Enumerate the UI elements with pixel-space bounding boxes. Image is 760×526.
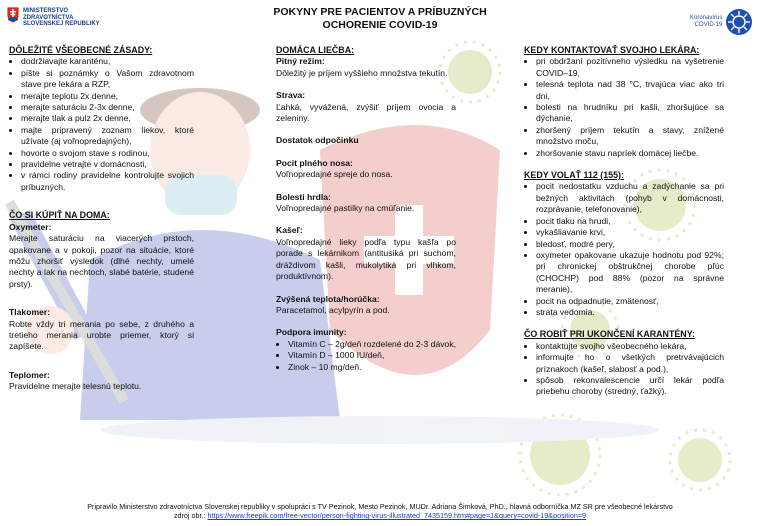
koronavirus-line-1: Koronavírus <box>690 15 723 21</box>
list-item: • Zinok – 10 mg/deň. <box>288 362 456 373</box>
koniec-heading: ČO ROBIŤ PRI UKONČENÍ KARANTÉNY: <box>524 329 695 340</box>
list-item: • bolesti na hrudníku pri kašli, zhoršujúce sa dýchanie, <box>536 102 724 125</box>
ministry-logo <box>6 6 100 28</box>
odpocinok-title: Dostatok odpočinku <box>276 135 359 146</box>
list-item: • strata vedomia. <box>536 307 724 318</box>
source-label: zdroj obr.: <box>173 511 208 520</box>
imunita-title: Podpora imunity: <box>276 327 347 338</box>
list-item: • pravidelne vetrajte v domácnosti, <box>21 159 194 170</box>
hrdlo-title: Bolesti hrdla: <box>276 191 331 202</box>
koronavirus-logo <box>690 8 753 36</box>
list-item: • kontaktujte svojho všeobecného lekára, <box>536 341 724 352</box>
middle-column <box>276 45 456 373</box>
kasel-title: Kašeľ: <box>276 225 303 236</box>
list-item: • merajte saturáciu 2-3x denne, <box>21 102 194 113</box>
list-item: • pocit nedostatku vzduchu a zadýchanie sa pri bežných aktivitách (pohyb v domácnosti, rozprávanie, telefonovanie), <box>536 181 724 215</box>
left-column <box>9 45 194 393</box>
hrdlo-text: Voľnopredajné pastilky na cmúľanie. <box>276 203 415 214</box>
list-item: • vykašliavanie krvi, <box>536 227 724 238</box>
strava-text: Ľahká, vyvážená, zvýšiť príjem ovocia a zeleniny. <box>276 101 456 124</box>
source-link[interactable]: https://www.freepik.com/free-vector/person-fighting-virus-illustrated_7435159.htm#page=1&query=covid-19&position=9 <box>207 511 587 520</box>
list-item: • informujte ho o všetkých pretrvávajúcich príznakoch (kašeľ, slabosť a pod.), <box>536 352 724 375</box>
kasel-text: Voľnopredajné lieky podľa typu kašľa po porade s lekárnikom (antitusiká pri suchom, dráždivom kašli, mukolytiká pri vlhkom, produktívnom). <box>276 236 456 282</box>
right-column <box>524 45 724 398</box>
footer-source <box>0 511 760 520</box>
list-item: • Vitamín C – 2g/deň rozdelené do 2-3 dávok, <box>288 339 456 350</box>
ministry-line-1: MINISTERSTVO <box>23 8 69 14</box>
coat-of-arms-icon <box>6 6 20 24</box>
koronavirus-line-2: COVID-19 <box>694 22 723 28</box>
list-item: • píšte si poznámky o Vašom zdravotnom stave pre lekára a RZP, <box>21 68 194 91</box>
nos-title: Pocit plného nosa: <box>276 157 353 168</box>
ministry-line-2: ZDRAVOTNÍCTVA <box>23 14 74 21</box>
list-item: • dodržiavajte karanténu, <box>21 56 194 67</box>
nos-text: Voľnopredajné spreje do nosa. <box>276 169 393 180</box>
volat-heading: KEDY VOLAŤ 112 (155): <box>524 170 624 181</box>
virus-icon <box>670 430 730 490</box>
list-item: • Vitamín D – 1000 IU/deň, <box>288 350 456 361</box>
teplomer-title: Teplomer: <box>9 369 50 380</box>
list-item: • oxymeter opakovane ukazuje hodnotu pod 92%; pri chronickej obštrukčnej chorobe pľúc (CHOCHP) pod 88% (pozor na správne meranie), <box>536 250 724 296</box>
kontakt-list <box>524 56 724 159</box>
footer-credits: Pripravilo Ministerstvo zdravotníctva Slovenskej republiky v spolupráci s TV Pezinok, Mesto Pezinok, MUDr. Adriana Šimková, PhD., hlavná odborníčka MZ SR pre všeobecné lekárstvo <box>87 502 673 511</box>
list-item: • zhoršovanie stavu napríek domácej liečbe. <box>536 148 724 159</box>
list-item: • spôsob rekonvalescencie určí lekár podľa priebehu choroby (stredný, ťažký). <box>536 375 724 398</box>
list-item: • merajte teplotu 2x denne, <box>21 91 194 102</box>
buy-heading: ČO SI KÚPIŤ NA DOMA: <box>9 210 110 221</box>
tlakomer-title: Tlakomer: <box>9 307 51 318</box>
teplota-title: Zvýšená teplota/horúčka: <box>276 293 380 304</box>
oxymeter-title: Oxymeter: <box>9 221 52 232</box>
pitny-title: Pitný režim: <box>276 56 325 67</box>
oxymeter-text: Merajte saturáciu na viacerých prstoch, opakovane a v pokoji, pozor na situácie, ktoré môžu zhoršiť výsledok (dlhé nechty, umelé nechty a lak na nechtoch, slabé batérie, studené prsty). <box>9 233 194 289</box>
list-item: • telesná teplota nad 38 °C, trvajúca viac ako tri dni, <box>536 79 724 102</box>
teplota-text: Paracetamol, acylpyrín a pod. <box>276 304 390 315</box>
list-item: • v rámci rodiny pravidelne kontrolujte svojich príbuzných. <box>21 170 194 193</box>
list-item: • pri obdržaní pozitívneho výsledku na vyšetrenie COVID–19, <box>536 56 724 79</box>
tlakomer-text: Robte vždy tri merania po sebe, z druhého a tretieho merania urobte priemer, ktorý si zapíšete. <box>9 318 194 352</box>
list-item: • hovorte o svojom stave s rodinou, <box>21 148 194 159</box>
list-item: • pocit na odpadnutie, zmätenosť, <box>536 296 724 307</box>
footer <box>0 502 760 520</box>
volat-list <box>524 181 724 318</box>
list-item: • bledosť, modré pery, <box>536 239 724 250</box>
pitny-text: Dôležitý je príjem vyššieho množstva tekutín. <box>276 67 448 78</box>
koniec-list <box>524 341 724 398</box>
list-item: • zhoršený príjem tekutín a stavy, znížené množstvo moču, <box>536 125 724 148</box>
list-item: • majte pripravený zoznam liekov, ktoré užívate (aj voľnopredajných), <box>21 125 194 148</box>
rules-list <box>9 56 194 193</box>
virus-badge-icon <box>725 8 753 36</box>
imunita-list <box>276 339 456 373</box>
treatment-heading: DOMÁCA LIEČBA: <box>276 45 355 55</box>
ministry-line-3: SLOVENSKEJ REPUBLIKY <box>23 21 100 28</box>
page-title <box>200 6 560 32</box>
kontakt-heading: KEDY KONTAKTOVAŤ SVOJHO LEKÁRA: <box>524 45 700 55</box>
rules-heading: DÔLEŽITÉ VŠEOBECNÉ ZÁSADY: <box>9 45 153 55</box>
title-line-1: POKYNY PRE PACIENTOV A PRÍBUZNÝCH <box>273 6 487 18</box>
strava-title: Strava: <box>276 90 306 101</box>
title-line-2: OCHORENIE COVID-19 <box>322 19 438 31</box>
teplomer-text: Pravidelne merajte telesnú teplotu. <box>9 381 142 392</box>
list-item: • pocit tlaku na hrudi, <box>536 216 724 227</box>
list-item: • merajte tlak a pulz 2x denne, <box>21 113 194 124</box>
